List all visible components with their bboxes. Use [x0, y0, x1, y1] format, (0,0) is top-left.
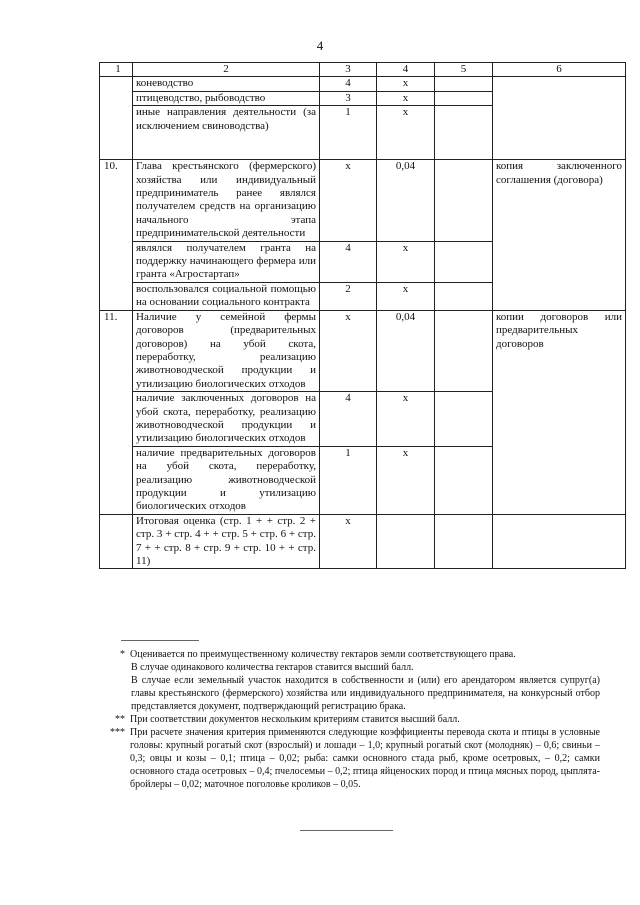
value-cell	[435, 392, 493, 447]
footnote-text: При расчете значения критерия применяются следующие коэффициенты перевода скота и птицы в условные головы: крупный рогатый скот (взрослый) и лошади – 1,0; крупный рогатый скот (молодняк) – 0,6; свиньи – 0,3; овцы и козы – 0,1; птица – 0,02; рыба: самки основного стада рыб, кроме осетровых, – 0,2; самки основного стада осетровых – 0,4; пчелосемьи – 0,2; птица яйценоских пород и птица мясных пород, цыплята-бройлеры – 0,02; маточное поголовье кроликов – 0,05.	[130, 727, 600, 790]
footnotes	[107, 648, 600, 791]
criteria-table	[99, 62, 626, 569]
criterion-cell: Глава крестьянского (фермерского) хозяйства или индивидуальный предприниматель ранее являлся получателем средств на организацию начального этапа предпринимательской деятельности	[133, 160, 320, 241]
table-row-total	[100, 514, 626, 569]
header-cell: 5	[435, 63, 493, 77]
weight-cell: х	[377, 241, 435, 282]
value-cell	[435, 160, 493, 241]
criterion-cell: являлся получателем гранта на поддержку начинающего фермера или гранта «Агростартап»	[133, 241, 320, 282]
score-cell: 3	[320, 91, 377, 105]
table-header-row	[100, 63, 626, 77]
score-cell: х	[320, 310, 377, 391]
value-cell	[435, 91, 493, 105]
score-cell: 4	[320, 241, 377, 282]
weight-cell: 0,04	[377, 160, 435, 241]
row-number	[100, 514, 133, 569]
row-number: 10.	[100, 160, 133, 310]
table-row	[100, 160, 626, 241]
weight-cell: х	[377, 77, 435, 91]
score-cell: 2	[320, 282, 377, 310]
criterion-cell: Итоговая оценка (стр. 1 + + стр. 2 + стр. 3 + стр. 4 + + стр. 5 + стр. 6 + стр. 7 + + стр. 8 + стр. 9 + стр. 10 + + стр. 11)	[133, 514, 320, 569]
footnote-text: В случае одинакового количества гектаров ставится высший балл.	[131, 662, 414, 673]
weight-cell	[377, 514, 435, 569]
value-cell	[435, 446, 493, 514]
weight-cell: х	[377, 282, 435, 310]
row-number: 11.	[100, 310, 133, 514]
score-cell: 1	[320, 106, 377, 160]
score-cell: х	[320, 514, 377, 569]
end-separator	[300, 830, 393, 831]
score-cell: 4	[320, 392, 377, 447]
criterion-cell: птицеводство, рыбоводство	[133, 91, 320, 105]
document-cell	[493, 77, 626, 160]
value-cell	[435, 310, 493, 391]
criterion-cell: Наличие у семейной фермы договоров (предварительных договоров) на убой скота, переработку, реализацию животноводческой продукции и утилизацию биологических отходов	[133, 310, 320, 391]
footnote-separator	[121, 640, 199, 641]
footnote-text: В случае если земельный участок находится в собственности и (или) его арендатором является супруг(а) главы крестьянского (фермерского) хозяйства или индивидуального предпринимателя, на конкурсный отбор представляется документ, подтверждающий регистрацию брака.	[131, 675, 600, 712]
footnote-mark: ***	[110, 727, 125, 738]
weight-cell: х	[377, 106, 435, 160]
page-number: 4	[316, 38, 324, 53]
weight-cell: х	[377, 392, 435, 447]
footnote-mark: *	[120, 649, 125, 660]
footnote-1	[107, 648, 600, 661]
value-cell	[435, 514, 493, 569]
table-row	[100, 310, 626, 391]
footnote-3	[107, 726, 600, 791]
document-cell: копия заключенного соглашения (договора)	[493, 160, 626, 310]
score-cell: х	[320, 160, 377, 241]
footnote-2	[107, 713, 600, 726]
value-cell	[435, 241, 493, 282]
footnote-mark: **	[115, 714, 125, 725]
criterion-cell: коневодство	[133, 77, 320, 91]
weight-cell: х	[377, 91, 435, 105]
header-cell: 2	[133, 63, 320, 77]
value-cell	[435, 282, 493, 310]
weight-cell: 0,04	[377, 310, 435, 391]
document-cell	[493, 514, 626, 569]
value-cell	[435, 106, 493, 160]
score-cell: 1	[320, 446, 377, 514]
criterion-cell: наличие предварительных договоров на убой скота, переработку, реализацию животноводческой продукции и утилизацию биологических отходов	[133, 446, 320, 514]
row-number	[100, 77, 133, 160]
weight-cell: х	[377, 446, 435, 514]
criterion-cell: иные направления деятельности (за исключением свиноводства)	[133, 106, 320, 160]
score-cell: 4	[320, 77, 377, 91]
value-cell	[435, 77, 493, 91]
header-cell: 6	[493, 63, 626, 77]
table-row	[100, 77, 626, 91]
footnote-text: При соответствии документов нескольким критериям ставится высший балл.	[130, 714, 460, 725]
criterion-cell: воспользовался социальной помощью на основании социального контракта	[133, 282, 320, 310]
footnote-text: Оценивается по преимущественному количеству гектаров земли соответствующего права.	[130, 649, 516, 660]
criterion-cell: наличие заключенных договоров на убой скота, переработку, реализацию животноводческой продукции и утилизацию биологических отходов	[133, 392, 320, 447]
document-cell: копии договоров или предварительных договоров	[493, 310, 626, 514]
header-cell: 3	[320, 63, 377, 77]
header-cell: 1	[100, 63, 133, 77]
header-cell: 4	[377, 63, 435, 77]
